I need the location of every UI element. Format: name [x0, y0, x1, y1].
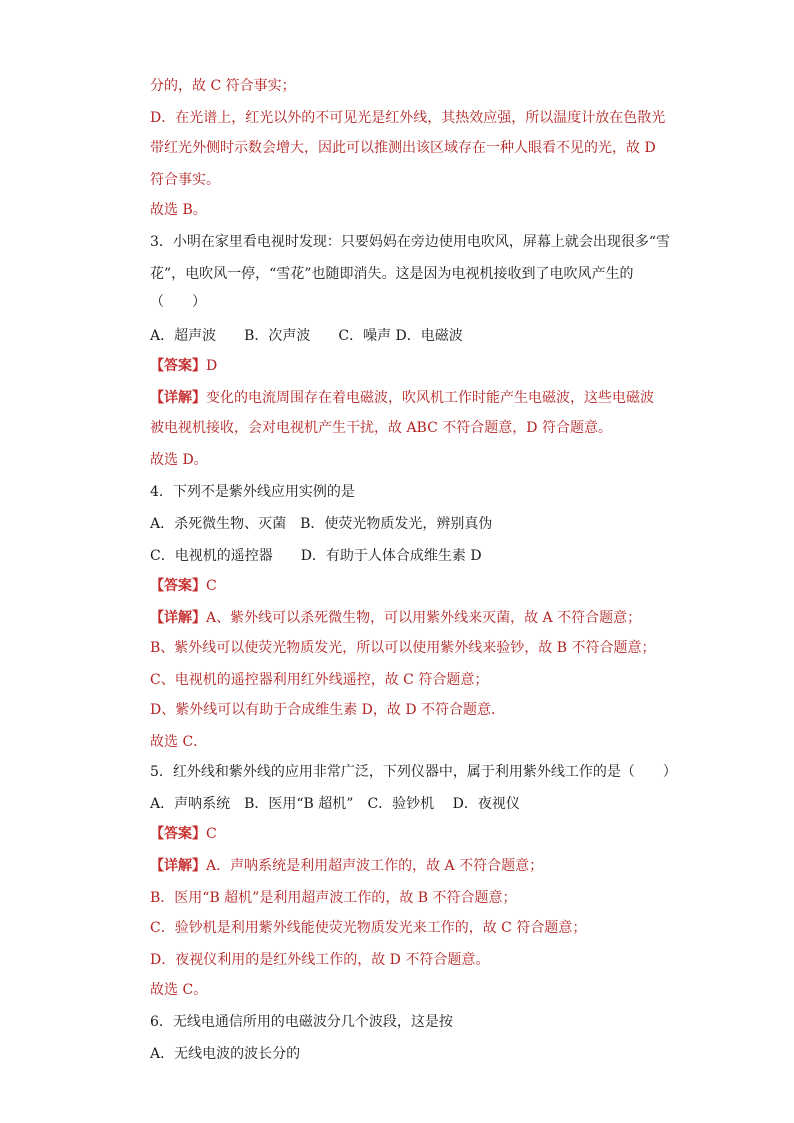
text-line	[150, 888, 517, 908]
line-text: B．医用“B 超机”是利用超声波工作的，故 B 不符合题意；	[150, 890, 517, 906]
line-text: 分的，故 C 符合事实；	[150, 78, 296, 94]
line-text: A．杀死微生物、灭菌 B．使荧光物质发光，辨别真伪	[150, 516, 493, 532]
text-line	[150, 232, 670, 252]
text-line	[150, 1044, 300, 1064]
text-line	[150, 450, 208, 470]
line-text: 故选 C。	[150, 982, 208, 998]
line-text: 3．小明在家里看电视时发现：只要妈妈在旁边使用电吹风，屏幕上就会出现很多“雪	[150, 234, 671, 250]
text-line	[150, 200, 207, 220]
line-text: D	[206, 358, 218, 374]
line-text: C．验钞机是利用紫外线能使荧光物质发光来工作的，故 C 符合题意；	[150, 920, 587, 936]
text-line	[150, 356, 217, 376]
line-text: 变化的电流周围存在着电磁波，吹风机工作时能产生电磁波，这些电磁波	[206, 390, 654, 406]
text-line	[150, 482, 355, 502]
text-line	[150, 762, 677, 782]
text-line	[150, 108, 665, 128]
text-line	[150, 264, 633, 284]
line-text: A、紫外线可以杀死微生物，可以用紫外线来灭菌，故 A 不符合题意；	[206, 610, 642, 626]
text-line	[150, 732, 207, 752]
section-tag: 【答案】	[150, 578, 206, 594]
line-text: A．声呐系统是利用超声波工作的，故 A 不符合题意；	[206, 858, 544, 874]
line-text: D、紫外线可以有助于合成维生素 D，故 D 不符合题意．	[150, 702, 506, 718]
line-text: 故选 D。	[150, 452, 208, 468]
text-line	[150, 138, 656, 158]
section-tag: 【详解】	[150, 858, 206, 874]
text-line	[150, 418, 612, 438]
line-text: A．无线电波的波长分的	[150, 1046, 301, 1062]
line-text: 故选 B。	[150, 202, 207, 218]
line-text: 5．红外线和紫外线的应用非常广泛，下列仪器中，属于利用紫外线工作的是（ ）	[150, 764, 677, 780]
text-line	[150, 950, 489, 970]
section-tag: 【详解】	[150, 390, 206, 406]
text-line	[150, 514, 492, 534]
text-line	[150, 546, 482, 566]
line-text: 符合事实。	[150, 172, 220, 188]
text-line	[150, 918, 586, 938]
text-line	[150, 670, 488, 690]
line-text: 故选 C．	[150, 734, 208, 750]
line-text: C．电视机的遥控器 D．有助于人体合成维生素 D	[150, 548, 482, 564]
line-text: 花”，电吹风一停，“雪花”也随即消失。这是因为电视机接收到了电吹风产生的	[150, 266, 634, 282]
text-line	[150, 292, 206, 312]
text-line	[150, 170, 220, 190]
text-line	[150, 856, 543, 876]
section-tag: 【答案】	[150, 826, 206, 842]
text-line	[150, 638, 655, 658]
text-line	[150, 980, 207, 1000]
line-text: D．在光谱上，红光以外的不可见光是红外线，其热效应强，所以温度计放在色散光	[150, 110, 666, 126]
line-text: C	[206, 826, 217, 842]
line-text: 被电视机接收，会对电视机产生干扰，故 ABC 不符合题意，D 符合题意。	[150, 420, 612, 436]
line-text: A．超声波 B．次声波 C．噪声 D．电磁波	[150, 328, 463, 344]
line-text: A．声呐系统 B．医用“B 超机” C．验钞机 D．夜视仪	[150, 796, 520, 812]
text-line	[150, 388, 654, 408]
text-line	[150, 824, 217, 844]
line-text: （ ）	[150, 294, 206, 310]
line-text: 4．下列不是紫外线应用实例的是	[150, 484, 355, 500]
line-text: C、电视机的遥控器利用红外线遥控，故 C 符合题意；	[150, 672, 489, 688]
section-tag: 【详解】	[150, 610, 206, 626]
text-line	[150, 326, 463, 346]
line-text: B、紫外线可以使荧光物质发光，所以可以使用紫外线来验钞，故 B 不符合题意；	[150, 640, 656, 656]
line-text: 带红光外侧时示数会增大，因此可以推测出该区域存在一种人眼看不见的光，故 D	[150, 140, 656, 156]
text-line	[150, 608, 641, 628]
text-line	[150, 794, 520, 814]
text-line	[150, 1012, 453, 1032]
text-line	[150, 576, 217, 596]
line-text: C	[206, 578, 217, 594]
section-tag: 【答案】	[150, 358, 206, 374]
text-line	[150, 76, 296, 96]
text-line	[150, 700, 505, 720]
line-text: 6．无线电通信所用的电磁波分几个波段，这是按	[150, 1014, 453, 1030]
line-text: D．夜视仪利用的是红外线工作的，故 D 不符合题意。	[150, 952, 490, 968]
